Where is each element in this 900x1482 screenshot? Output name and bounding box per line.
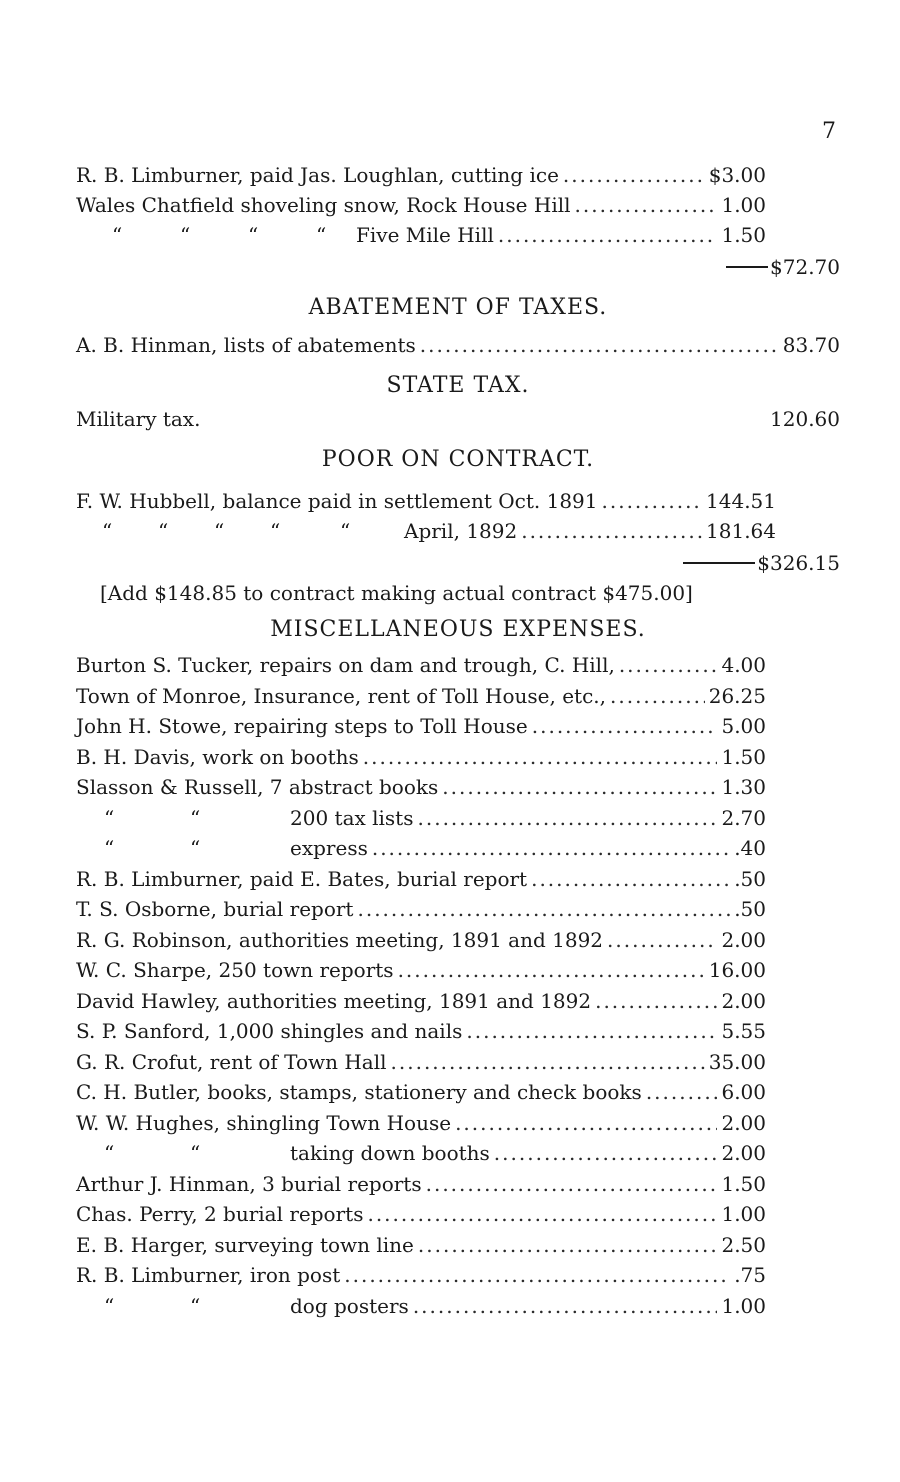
line-description: S. P. Sanford, 1,000 shingles and nails: [76, 1019, 463, 1043]
ledger-line: [76, 1260, 766, 1290]
dot-leader: [619, 650, 718, 680]
line-amount: 2.00: [721, 927, 766, 952]
line-amount: 2.50: [721, 1232, 766, 1257]
section-heading-poor-on-contract: POOR ON CONTRACT.: [321, 447, 595, 472]
dot-leader: [398, 955, 705, 985]
ledger-line: [76, 486, 776, 516]
ledger-line: [76, 1169, 766, 1199]
section-heading-misc-expenses: MISCELLANEOUS EXPENSES.: [270, 617, 646, 642]
dot-leader: [532, 711, 718, 741]
line-description: B. H. Davis, work on booths: [76, 744, 359, 769]
line-amount: 1.00: [721, 193, 766, 217]
line-description: Military tax.: [76, 407, 201, 431]
line-description: [76, 516, 517, 546]
ledger-line: [76, 1047, 766, 1077]
ditto-mark: “: [316, 223, 327, 247]
ditto-mark: “: [270, 519, 281, 543]
line-description: R. G. Robinson, authorities meeting, 1891 and 1892: [76, 927, 604, 952]
line-amount: 2.00: [721, 1110, 766, 1135]
section-total: [600, 548, 840, 578]
ledger-line: [76, 833, 766, 863]
line-description: E. B. Harger, surveying town line: [76, 1232, 414, 1257]
ditto-mark: “: [104, 1293, 115, 1318]
line-amount: .75: [734, 1263, 766, 1287]
line-description: G. R. Crofut, rent of Town Hall: [76, 1049, 387, 1074]
ledger-line: [76, 803, 766, 833]
line-description-text: April, 1892: [404, 519, 518, 543]
total-amount: $72.70: [770, 255, 840, 279]
line-amount: .50: [734, 897, 766, 921]
dot-leader: [521, 516, 702, 546]
contract-note: [Add $148.85 to contract making actual contract $475.00]: [100, 581, 693, 605]
line-amount: 1.50: [721, 223, 766, 247]
line-description: T. S. Osborne, burial report: [76, 897, 354, 921]
ledger-line: [76, 190, 766, 220]
line-amount: 1.00: [721, 1293, 766, 1318]
line-amount: .50: [734, 866, 766, 891]
ditto-mark: “: [158, 519, 169, 543]
ledger-line: [76, 1199, 766, 1229]
ditto-mark: “: [190, 805, 201, 830]
ledger-line: [76, 1108, 766, 1138]
dot-leader: [426, 1169, 718, 1199]
ledger-line: [76, 1291, 766, 1321]
ledger-line: [76, 1138, 766, 1168]
line-amount: 144.51: [706, 489, 776, 513]
total-amount: $326.15: [757, 551, 840, 575]
ledger-line: [76, 650, 766, 680]
dot-leader: [498, 220, 718, 250]
total-rule: [683, 562, 755, 564]
ditto-mark: “: [248, 223, 259, 247]
section-total: [600, 252, 840, 282]
line-amount: 1.50: [721, 1171, 766, 1196]
line-description: [76, 833, 368, 863]
ditto-mark: “: [104, 836, 115, 860]
ledger-line: [76, 742, 766, 772]
ledger-line: [76, 1077, 766, 1107]
ledger-line: [76, 1016, 766, 1046]
line-amount: 1.00: [721, 1202, 766, 1226]
line-description: W. W. Hughes, shingling Town House: [76, 1110, 452, 1135]
dot-leader: [607, 925, 717, 955]
dot-leader: [531, 864, 730, 894]
line-description: W. C. Sharpe, 250 town reports: [76, 958, 394, 982]
ledger-line: [76, 220, 766, 250]
dot-leader: [357, 894, 730, 924]
dot-leader: [494, 1138, 718, 1168]
line-amount: 4.00: [721, 653, 766, 677]
dot-leader: [391, 1047, 705, 1077]
dot-leader: [602, 486, 703, 516]
ledger-line: [76, 772, 766, 802]
line-description-text: dog posters: [290, 1293, 409, 1318]
ledger-line: [76, 986, 766, 1016]
dot-leader: [344, 1260, 730, 1290]
line-description: C. H. Butler, books, stamps, stationery and check books: [76, 1080, 642, 1104]
dot-leader: [455, 1108, 717, 1138]
line-amount: 35.00: [708, 1049, 766, 1074]
line-amount: 2.00: [721, 988, 766, 1013]
line-amount: 5.00: [721, 714, 766, 738]
line-amount: .40: [734, 836, 766, 860]
ditto-mark: “: [102, 519, 113, 543]
line-amount: 26.25: [708, 683, 766, 708]
line-amount: 1.50: [721, 744, 766, 769]
ledger-line: [76, 330, 840, 360]
dot-leader: [413, 1291, 718, 1321]
dot-leader: [575, 190, 718, 220]
line-description: Burton S. Tucker, repairs on dam and trough, C. Hill,: [76, 653, 615, 677]
ledger-line: [76, 711, 766, 741]
ledger-line: [76, 160, 766, 190]
dot-leader: [372, 833, 730, 863]
line-description: R. B. Limburner, iron post: [76, 1263, 341, 1287]
dot-leader: [418, 803, 718, 833]
line-description: [76, 1138, 490, 1168]
ledger-line: [76, 404, 840, 434]
line-description: [76, 1291, 409, 1321]
ditto-mark: “: [340, 519, 351, 543]
line-description: [76, 803, 414, 833]
line-description-text: Five Mile Hill: [356, 223, 494, 247]
line-description: Town of Monroe, Insurance, rent of Toll House, etc.,: [76, 683, 606, 708]
line-description: A. B. Hinman, lists of abatements: [76, 333, 416, 357]
ledger-line: [76, 1230, 766, 1260]
ditto-mark: “: [104, 1141, 115, 1165]
dot-leader: [466, 1016, 717, 1046]
line-description: R. B. Limburner, paid E. Bates, burial report: [76, 866, 528, 891]
line-amount: $3.00: [708, 163, 766, 187]
ditto-mark: “: [214, 519, 225, 543]
line-description: John H. Stowe, repairing steps to Toll House: [76, 714, 528, 738]
dot-leader: [595, 986, 717, 1016]
dot-leader: [646, 1077, 718, 1107]
ledger-line: [76, 864, 766, 894]
page-number: 7: [822, 119, 836, 144]
ditto-mark: “: [190, 1141, 201, 1165]
line-description: [76, 220, 494, 250]
dot-leader: [442, 772, 717, 802]
line-description-text: taking down booths: [290, 1141, 490, 1165]
line-amount: 83.70: [782, 333, 840, 357]
line-description: F. W. Hubbell, balance paid in settlement Oct. 1891: [76, 489, 598, 513]
line-amount: 120.60: [770, 407, 840, 431]
line-description: Chas. Perry, 2 burial reports: [76, 1202, 364, 1226]
ledger-line: [76, 894, 766, 924]
dot-leader: [563, 160, 705, 190]
line-amount: 2.70: [721, 805, 766, 830]
ditto-mark: “: [112, 223, 123, 247]
line-amount: 5.55: [721, 1019, 766, 1043]
section-heading-state-tax: STATE TAX.: [386, 373, 530, 398]
ditto-mark: “: [104, 805, 115, 830]
line-description: Wales Chatfield shoveling snow, Rock House Hill: [76, 193, 571, 217]
dot-leader: [610, 681, 705, 711]
dot-leader: [420, 330, 779, 360]
line-description: R. B. Limburner, paid Jas. Loughlan, cutting ice: [76, 163, 559, 187]
section-heading-abatement: ABATEMENT OF TAXES.: [308, 295, 608, 320]
line-description-text: express: [290, 836, 368, 860]
line-amount: 16.00: [708, 958, 766, 982]
line-description-text: 200 tax lists: [290, 805, 414, 830]
dot-leader: [367, 1199, 717, 1229]
line-amount: 1.30: [721, 775, 766, 799]
ditto-mark: “: [190, 1293, 201, 1318]
ditto-mark: “: [180, 223, 191, 247]
line-description: Slasson & Russell, 7 abstract books: [76, 775, 439, 799]
dot-leader: [363, 742, 718, 772]
ledger-line: [76, 516, 776, 546]
ditto-mark: “: [190, 836, 201, 860]
line-amount: 6.00: [721, 1080, 766, 1104]
line-amount: 181.64: [706, 519, 776, 543]
ledger-line: [76, 681, 766, 711]
line-description: Arthur J. Hinman, 3 burial reports: [76, 1171, 422, 1196]
ledger-line: [76, 955, 766, 985]
line-description: David Hawley, authorities meeting, 1891 and 1892: [76, 988, 592, 1013]
ledger-line: [76, 925, 766, 955]
dot-leader: [418, 1230, 718, 1260]
line-amount: 2.00: [721, 1141, 766, 1165]
total-rule: [726, 266, 768, 268]
